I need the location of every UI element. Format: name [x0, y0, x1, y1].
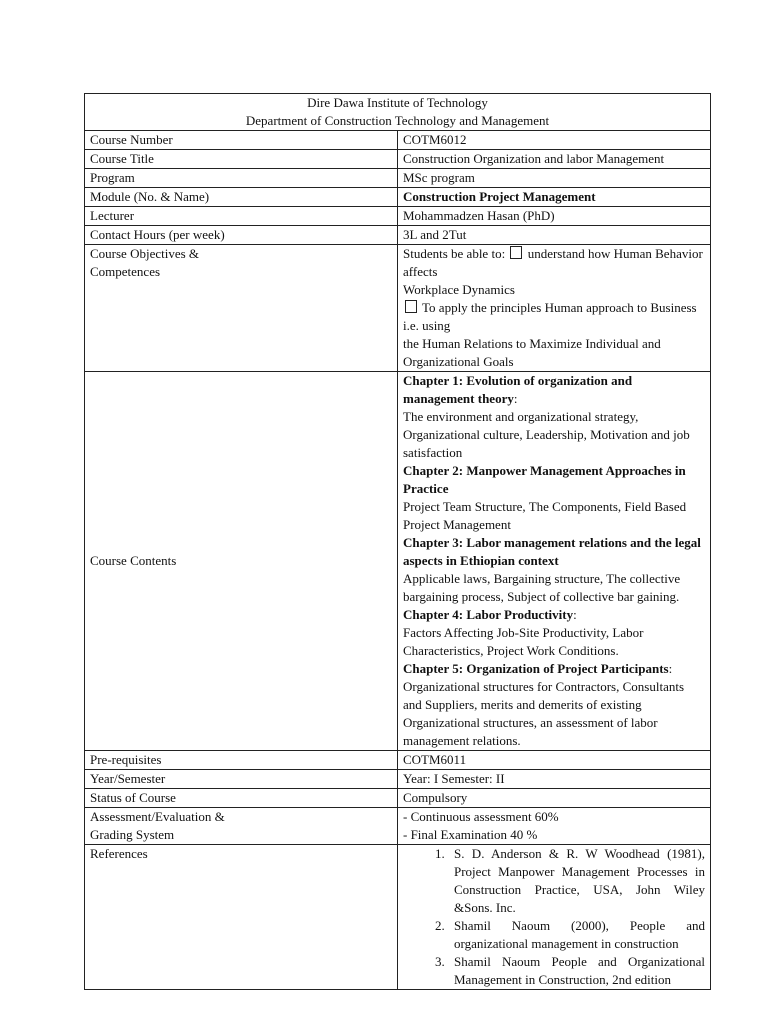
course-outline-table — [84, 93, 711, 990]
row-references — [85, 845, 711, 990]
assessment-line1: - Continuous assessment 60% — [403, 809, 559, 824]
label-references: References — [85, 845, 398, 990]
chapter-4-title: Labor Productivity — [466, 607, 574, 622]
assessment-line2: - Final Examination 40 % — [403, 827, 538, 842]
chapter-2-prefix: Chapter 2: — [403, 463, 467, 478]
objectives-line1-suffix: understand how Human Behavior affects — [403, 246, 703, 279]
objectives-line3 — [403, 299, 705, 335]
label-course-number: Course Number — [85, 131, 398, 150]
checkbox-bullet-icon — [405, 300, 417, 313]
value-status: Compulsory — [398, 789, 711, 808]
label-objectives-line1: Course Objectives & — [90, 246, 200, 261]
label-module: Module (No. & Name) — [85, 188, 398, 207]
chapter-1-prefix: Chapter 1: — [403, 373, 467, 388]
chapter-3-body: Applicable laws, Bargaining structure, The collective bargaining process, Subject of collective bar gaining. — [403, 571, 681, 604]
label-objectives — [85, 245, 398, 372]
chapter-1-title: Evolution of organization and management theory — [403, 373, 633, 406]
objectives-line2: Workplace Dynamics — [403, 282, 515, 297]
label-year-semester: Year/Semester — [85, 770, 398, 789]
reference-item: 1. S. D. Anderson & R. W Woodhead (1981), Project Manpower Management Processes in Construction Practice, USA, John Wiley &Sons. Inc. — [448, 845, 705, 917]
value-prerequisites: COTM6011 — [398, 751, 711, 770]
row-course-number — [85, 131, 711, 150]
label-contents: Course Contents — [85, 372, 398, 751]
chapter-5-body: Organizational structures for Contractors, Consultants and Suppliers, merits and demerits of existing Organizational structures, an assessment of labor management relations. — [403, 679, 685, 748]
row-lecturer — [85, 207, 711, 226]
institute-name: Dire Dawa Institute of Technology — [307, 95, 488, 110]
value-program: MSc program — [398, 169, 711, 188]
value-contents — [398, 372, 711, 751]
row-course-title — [85, 150, 711, 169]
chapter-3-title: Labor management relations and the legal aspects in Ethiopian context — [403, 535, 701, 568]
value-objectives — [398, 245, 711, 372]
row-contact-hours — [85, 226, 711, 245]
row-objectives — [85, 245, 711, 372]
value-module: Construction Project Management — [398, 188, 711, 207]
chapter-5-title: Organization of Project Participants — [466, 661, 669, 676]
label-lecturer: Lecturer — [85, 207, 398, 226]
row-status — [85, 789, 711, 808]
checkbox-bullet-icon — [510, 246, 522, 259]
row-program — [85, 169, 711, 188]
header-row — [85, 94, 711, 131]
value-contact-hours: 3L and 2Tut — [398, 226, 711, 245]
chapter-2 — [403, 462, 705, 534]
label-assessment — [85, 808, 398, 845]
department-name: Department of Construction Technology and Management — [245, 113, 550, 128]
value-lecturer: Mohammadzen Hasan (PhD) — [398, 207, 711, 226]
references-list — [403, 845, 705, 989]
chapter-3-prefix: Chapter 3: — [403, 535, 467, 550]
objectives-line3-text: To apply the principles Human approach to Business i.e. using — [403, 300, 697, 333]
chapter-1-suffix: : — [513, 391, 518, 406]
chapter-5-prefix: Chapter 5: — [403, 661, 467, 676]
value-course-number: COTM6012 — [398, 131, 711, 150]
row-prerequisites — [85, 751, 711, 770]
value-references — [398, 845, 711, 990]
chapter-2-title: Manpower Management Approaches in Practice — [403, 463, 686, 496]
reference-item: 3. Shamil Naoum People and Organizational Management in Construction, 2nd edition — [448, 953, 705, 989]
row-year-semester — [85, 770, 711, 789]
chapter-1-body: The environment and organizational strategy, Organizational culture, Leadership, Motivation and job satisfaction — [403, 409, 690, 460]
objectives-line1-prefix: Students be able to: — [403, 246, 506, 261]
value-year-semester: Year: I Semester: II — [398, 770, 711, 789]
chapter-4 — [403, 606, 705, 660]
header-cell — [85, 94, 711, 131]
label-assessment-line2: Grading System — [90, 827, 175, 842]
label-status: Status of Course — [85, 789, 398, 808]
value-course-title: Construction Organization and labor Management — [398, 150, 711, 169]
chapter-1 — [403, 372, 705, 462]
chapter-2-body: Project Team Structure, The Components, Field Based Project Management — [403, 499, 687, 532]
value-assessment — [398, 808, 711, 845]
label-program: Program — [85, 169, 398, 188]
row-assessment — [85, 808, 711, 845]
label-assessment-line1: Assessment/Evaluation & — [90, 809, 225, 824]
row-module — [85, 188, 711, 207]
label-course-title: Course Title — [85, 150, 398, 169]
reference-item: 2. Shamil Naoum (2000), People and organizational management in construction — [448, 917, 705, 953]
chapter-5 — [403, 660, 705, 750]
chapter-4-prefix: Chapter 4: — [403, 607, 467, 622]
label-prerequisites: Pre-requisites — [85, 751, 398, 770]
label-objectives-line2: Competences — [90, 264, 161, 279]
chapter-4-suffix: : — [573, 607, 577, 622]
label-contact-hours: Contact Hours (per week) — [85, 226, 398, 245]
chapter-4-body: Factors Affecting Job-Site Productivity, Labor Characteristics, Project Work Conditions. — [403, 625, 644, 658]
objectives-line4: the Human Relations to Maximize Individual and Organizational Goals — [403, 336, 661, 369]
chapter-5-suffix: : — [668, 661, 673, 676]
objectives-line1 — [403, 245, 705, 281]
chapter-3 — [403, 534, 705, 606]
row-contents — [85, 372, 711, 751]
